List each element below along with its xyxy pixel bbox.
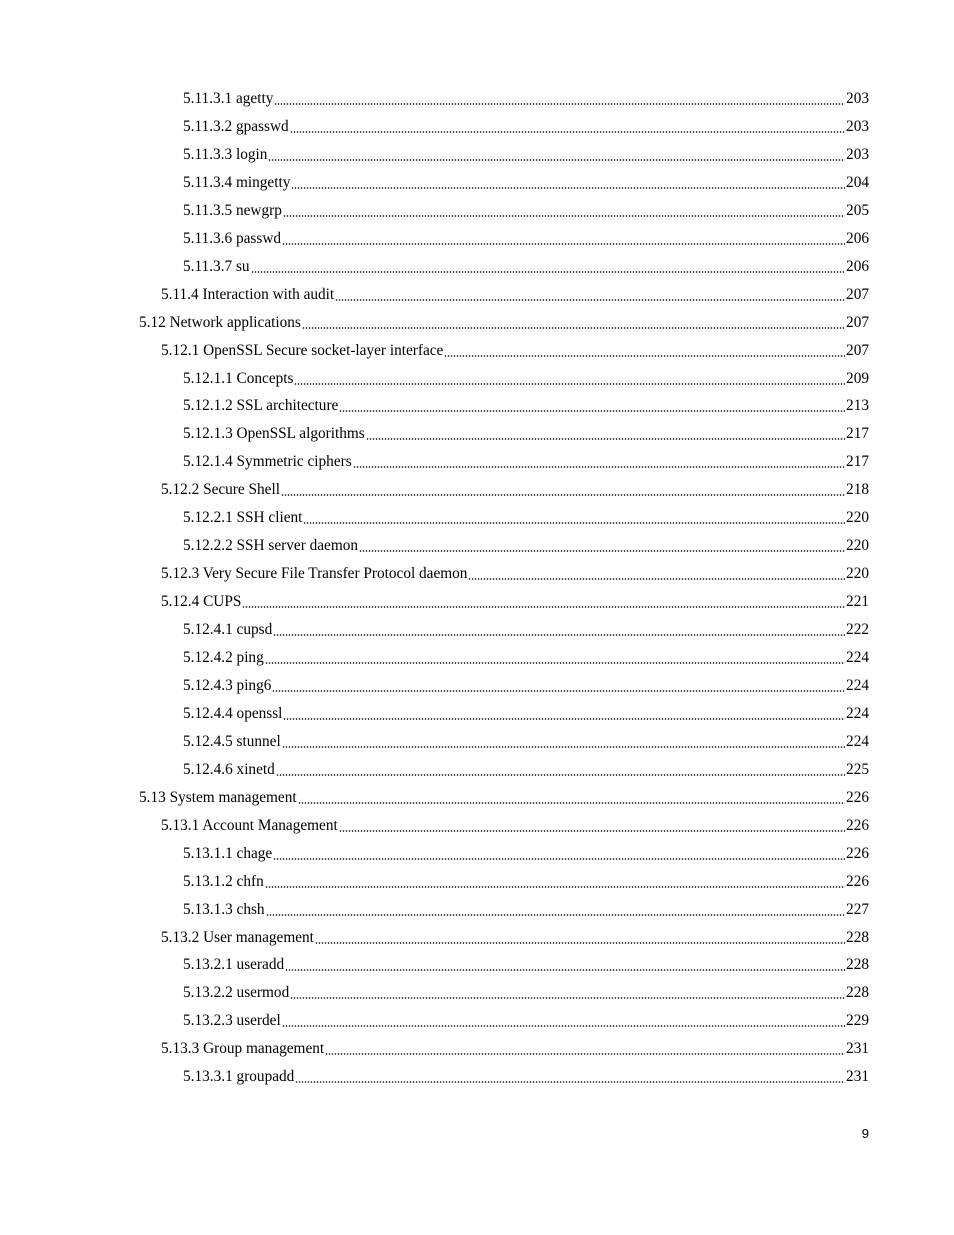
toc-entry-page: 217	[846, 453, 869, 471]
toc-entry[interactable]	[161, 1030, 869, 1058]
toc-entry-title: 5.11.3.7 su	[183, 257, 250, 275]
toc-entry-page: 203	[846, 117, 869, 135]
toc-entry[interactable]	[183, 1058, 869, 1086]
toc-entry[interactable]	[183, 415, 869, 443]
toc-entry[interactable]	[183, 220, 869, 248]
toc-entry-title: 5.13.1.2 chfn	[183, 872, 264, 890]
toc-entry[interactable]	[161, 807, 869, 835]
toc-entry-title: 5.12.2 Secure Shell	[161, 481, 280, 499]
toc-entry[interactable]	[183, 695, 869, 723]
toc-dot-leader	[315, 942, 845, 944]
toc-entry-page: 226	[846, 788, 869, 806]
toc-entry-title: 5.12.2.2 SSH server daemon	[183, 537, 359, 555]
toc-dot-leader	[282, 1025, 845, 1027]
toc-entry-title: 5.12.4.1 cupsd	[183, 621, 273, 639]
toc-entry[interactable]	[161, 919, 869, 947]
toc-entry[interactable]	[161, 555, 869, 583]
toc-entry[interactable]	[183, 387, 869, 415]
toc-entry[interactable]	[183, 80, 869, 108]
toc-entry-page: 231	[846, 1068, 869, 1086]
toc-entry-page: 228	[846, 956, 869, 974]
toc-dot-leader	[366, 438, 845, 440]
toc-entry-title: 5.12.4 CUPS	[161, 593, 242, 611]
toc-dot-leader	[468, 578, 845, 580]
toc-dot-leader	[291, 187, 845, 189]
toc-entry-title: 5.12 Network applications	[139, 313, 301, 331]
toc-entry[interactable]	[183, 723, 869, 751]
toc-entry-title: 5.12.4.5 stunnel	[183, 732, 281, 750]
toc-entry[interactable]	[183, 974, 869, 1002]
toc-dot-leader	[295, 1081, 845, 1083]
toc-entry-page: 227	[846, 900, 869, 918]
toc-entry-page: 222	[846, 621, 869, 639]
toc-dot-leader	[273, 858, 845, 860]
toc-entry-page: 228	[846, 928, 869, 946]
toc-entry-page: 213	[846, 397, 869, 415]
toc-entry[interactable]	[183, 248, 869, 276]
toc-entry[interactable]	[183, 863, 869, 891]
toc-dot-leader	[282, 746, 845, 748]
toc-entry[interactable]	[183, 667, 869, 695]
toc-entry-page: 203	[846, 90, 869, 107]
toc-entry-title: 5.13.2.3 userdel	[183, 1012, 281, 1030]
toc-entry[interactable]	[183, 527, 869, 555]
toc-dot-leader	[283, 718, 845, 720]
toc-dot-leader	[282, 243, 845, 245]
toc-entry[interactable]	[183, 136, 869, 164]
toc-entry[interactable]	[183, 443, 869, 471]
toc-entry-title: 5.11.3.5 newgrp	[183, 201, 282, 219]
toc-entry-page: 226	[846, 844, 869, 862]
toc-entry-title: 5.12.1.1 Concepts	[183, 369, 294, 387]
toc-dot-leader	[281, 494, 845, 496]
toc-entry[interactable]	[161, 471, 869, 499]
toc-entry-page: 226	[846, 872, 869, 890]
toc-entry[interactable]	[183, 946, 869, 974]
toc-entry-page: 231	[846, 1040, 869, 1058]
toc-entry[interactable]	[183, 192, 869, 220]
toc-dot-leader	[242, 606, 845, 608]
toc-entry-title: 5.11.3.3 login	[183, 145, 268, 163]
toc-entry-title: 5.12.1.3 OpenSSL algorithms	[183, 425, 365, 443]
toc-entry-page: 224	[846, 704, 869, 722]
toc-entry-title: 5.12.1 OpenSSL Secure socket-layer interface	[161, 341, 444, 359]
toc-entry-title: 5.13.2 User management	[161, 928, 314, 946]
toc-entry[interactable]	[183, 835, 869, 863]
toc-entry-title: 5.11.3.1 agetty	[183, 90, 274, 107]
toc-dot-leader	[302, 327, 845, 329]
toc-entry-title: 5.12.4.4 openssl	[183, 704, 283, 722]
toc-entry-title: 5.11.4 Interaction with audit	[161, 285, 335, 303]
toc-dot-leader	[266, 914, 845, 916]
toc-entry-title: 5.12.3 Very Secure File Transfer Protocol daemon	[161, 565, 468, 583]
toc-entry-title: 5.13.1.1 chage	[183, 844, 273, 862]
toc-dot-leader	[294, 383, 845, 385]
toc-dot-leader	[268, 159, 845, 161]
toc-entry-title: 5.12.4.2 ping	[183, 649, 264, 666]
toc-dot-leader	[276, 774, 845, 776]
toc-entry-title: 5.13.3.1 groupadd	[183, 1068, 295, 1086]
toc-entry[interactable]	[161, 583, 869, 611]
toc-entry[interactable]	[183, 360, 869, 388]
toc-dot-leader	[290, 997, 845, 999]
toc-entry-page: 220	[846, 565, 869, 583]
toc-entry-page: 203	[846, 145, 869, 163]
page-number: 9	[861, 1126, 869, 1141]
toc-entry-title: 5.12.1.2 SSL architecture	[183, 397, 339, 415]
toc-entry-title: 5.12.1.4 Symmetric ciphers	[183, 453, 352, 471]
toc-dot-leader	[359, 550, 845, 552]
toc-entry-page: 207	[846, 285, 869, 303]
toc-dot-leader	[251, 271, 845, 273]
toc-entry-page: 226	[846, 816, 869, 834]
toc-dot-leader	[283, 215, 845, 217]
toc-dot-leader	[274, 103, 845, 105]
toc-entry-title: 5.13.1 Account Management	[161, 816, 338, 834]
toc-dot-leader	[303, 522, 845, 524]
toc-entry-page: 229	[846, 1012, 869, 1030]
toc-entry[interactable]	[183, 164, 869, 192]
toc-dot-leader	[325, 1053, 845, 1055]
toc-dot-leader	[273, 634, 845, 636]
toc-entry-page: 207	[846, 313, 869, 331]
toc-entry[interactable]	[183, 639, 869, 667]
toc-dot-leader	[285, 969, 845, 971]
toc-entry[interactable]	[183, 611, 869, 639]
toc-entry-page: 221	[846, 593, 869, 611]
toc-entry-title: 5.11.3.6 passwd	[183, 229, 282, 247]
toc-entry-title: 5.13.3 Group management	[161, 1040, 325, 1058]
toc-entry-title: 5.12.4.6 xinetd	[183, 760, 275, 778]
toc-entry-title: 5.13 System management	[139, 788, 297, 806]
toc-entry-page: 224	[846, 732, 869, 750]
toc-entry-title: 5.12.2.1 SSH client	[183, 509, 303, 527]
toc-entry[interactable]	[183, 108, 869, 136]
toc-entry-page: 205	[846, 201, 869, 219]
toc-entry[interactable]	[139, 779, 869, 807]
toc-entry-page: 207	[846, 341, 869, 359]
toc-entry-page: 217	[846, 425, 869, 443]
toc-entry-page: 206	[846, 257, 869, 275]
toc-entry[interactable]	[183, 751, 869, 779]
toc-entry-page: 204	[846, 173, 869, 191]
toc-entry-page: 224	[846, 676, 869, 694]
toc-dot-leader	[265, 662, 845, 664]
toc-dot-leader	[444, 355, 845, 357]
toc-dot-leader	[335, 299, 845, 301]
toc-entry-page: 220	[846, 509, 869, 527]
toc-entry-title: 5.12.4.3 ping6	[183, 676, 272, 694]
toc-entry[interactable]	[139, 304, 869, 332]
toc-dot-leader	[298, 802, 845, 804]
toc-entry-page: 218	[846, 481, 869, 499]
toc-entry-title: 5.11.3.2 gpasswd	[183, 117, 289, 135]
toc-entry[interactable]	[183, 1002, 869, 1030]
toc-entry[interactable]	[183, 891, 869, 919]
toc-entry-page: 209	[846, 369, 869, 387]
toc-dot-leader	[272, 690, 845, 692]
toc-dot-leader	[290, 131, 845, 133]
toc-dot-leader	[339, 410, 845, 412]
toc-entry-title: 5.11.3.4 mingetty	[183, 173, 291, 191]
toc-entry[interactable]	[183, 499, 869, 527]
toc-entry[interactable]	[161, 332, 869, 360]
toc-entry[interactable]	[161, 276, 869, 304]
toc-entry-page: 220	[846, 537, 869, 555]
toc-dot-leader	[353, 466, 845, 468]
toc-entry-title: 5.13.2.1 useradd	[183, 956, 285, 974]
toc-entry-page: 206	[846, 229, 869, 247]
toc-entry-title: 5.13.2.2 usermod	[183, 984, 290, 1002]
toc-dot-leader	[339, 830, 845, 832]
toc-entry-page: 224	[846, 649, 869, 666]
toc-dot-leader	[265, 886, 845, 888]
toc-entry-page: 225	[846, 760, 869, 778]
toc-entry-title: 5.13.1.3 chsh	[183, 900, 265, 918]
toc-entry-page: 228	[846, 984, 869, 1002]
